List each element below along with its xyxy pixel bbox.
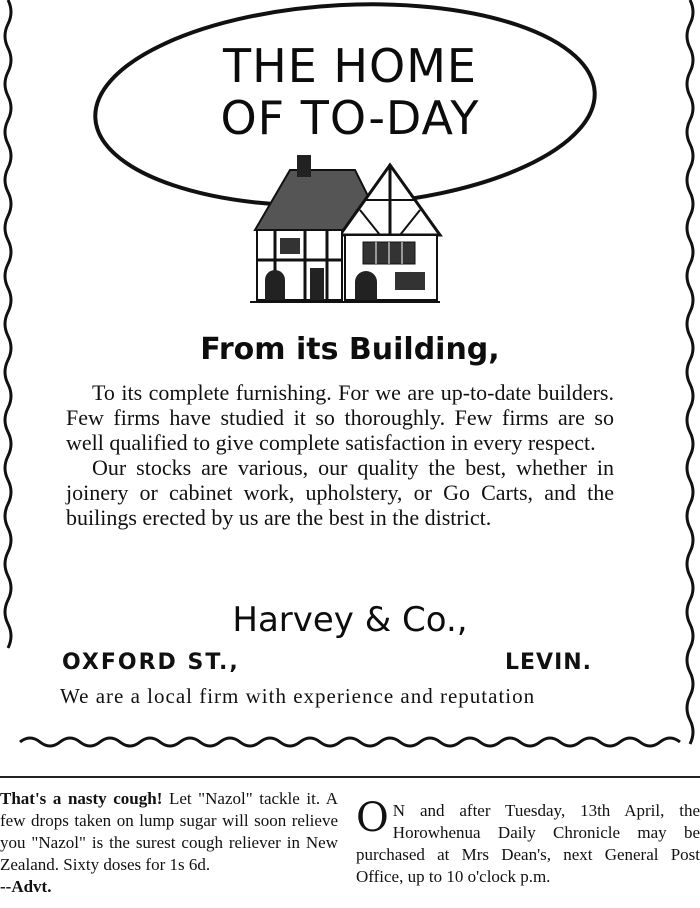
town-name: LEVIN. — [505, 650, 593, 675]
street-address: OXFORD ST., — [62, 650, 240, 675]
left-wavy-border — [5, 0, 11, 648]
house-illustration — [245, 150, 445, 305]
headline-line-2: OF TO-DAY — [220, 91, 480, 145]
nazol-lead: That's a nasty cough! — [0, 789, 163, 808]
nazol-notice — [0, 788, 338, 898]
headline-line-1: THE HOME — [223, 39, 477, 93]
advt-footer: --Advt. — [0, 877, 52, 896]
firm-name: Harvey & Co., — [232, 600, 468, 640]
headline — [150, 40, 550, 144]
tagline: We are a local firm with experience and reputation — [60, 684, 536, 708]
subhead: From its Building, — [200, 332, 500, 367]
chronicle-text: N and after Tuesday, 13th April, the Horowhenua Daily Chronicle may be purchased at Mrs Dean's, next General Post Office, up to 10 o'clock p.m. — [356, 801, 700, 886]
bottom-wavy-border — [20, 738, 680, 746]
drop-cap: O — [356, 795, 389, 841]
chronicle-notice — [356, 795, 700, 888]
ad-body-paragraph-1: To its complete furnishing. For we are up-to-date builders. Few firms have studied it so thoroughly. Few firms are so well qualified to give complete satisfaction in every respect. — [66, 380, 614, 455]
nazol-text: Let "Nazol" tackle it. A few drops taken on lump sugar will soon relieve you "Nazol" is the surest cough reliever in New Zealand. Sixty doses for 1s 6d. — [0, 789, 338, 874]
column-divider-rule — [0, 776, 700, 778]
ad-body — [66, 380, 614, 530]
ad-body-paragraph-2: Our stocks are various, our quality the best, whether in joinery or cabinet work, upholstery, or Go Carts, and the builings erected by us are the best in the district. — [66, 455, 614, 530]
